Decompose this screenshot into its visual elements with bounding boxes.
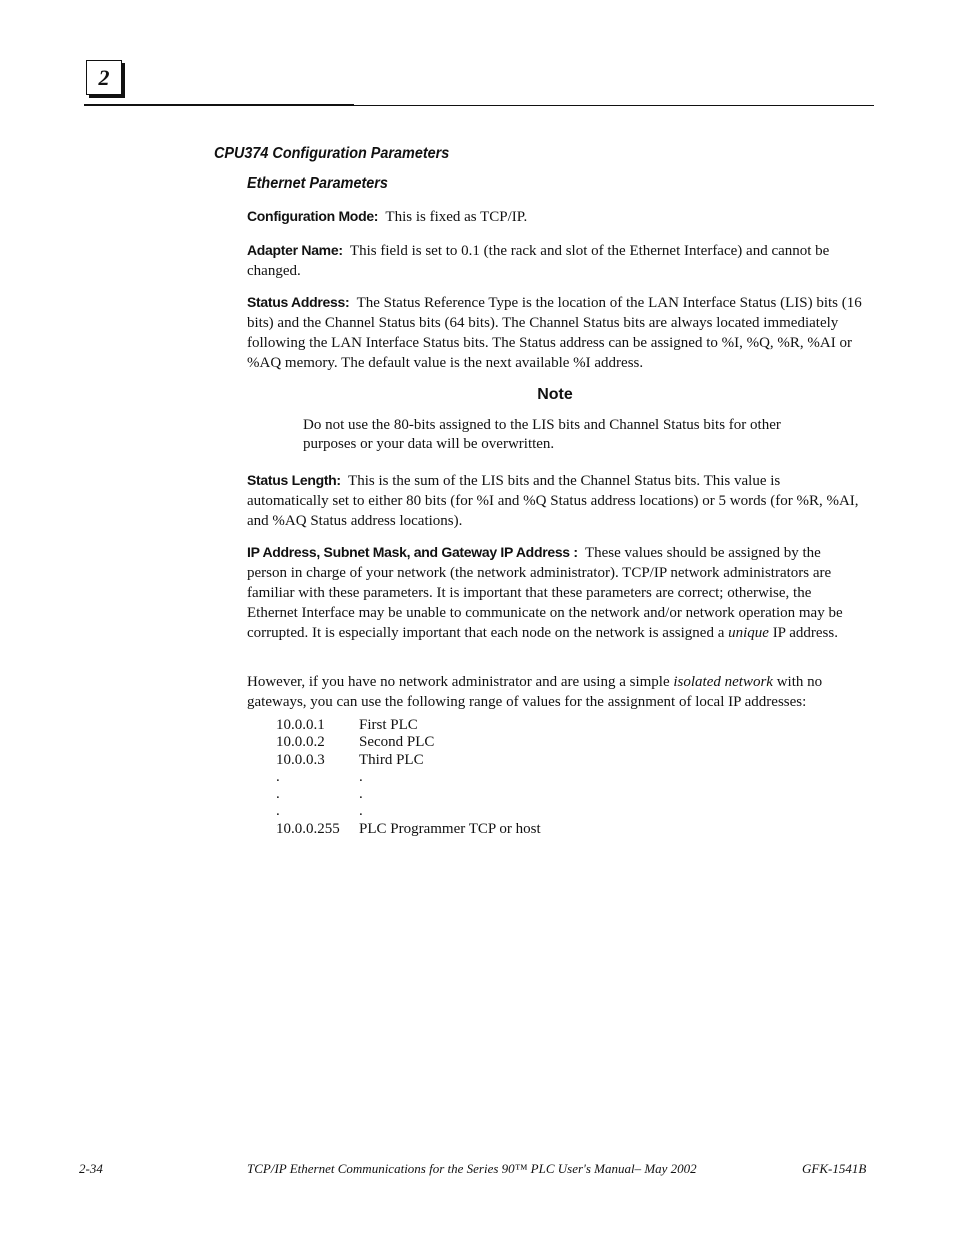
ip-address-description: .: [359, 803, 363, 820]
ip-address-value: 10.0.0.1: [276, 717, 325, 733]
ip-address-value: .: [276, 786, 280, 803]
ip-address-list: [276, 717, 541, 838]
ip-address-value: .: [276, 803, 280, 820]
status-address-label: Status Address:: [247, 294, 350, 310]
ip-address-description: PLC Programmer TCP or host: [359, 820, 541, 837]
note-body: Do not use the 80-bits assigned to the LIS bits and Channel Status bits for other purposes or your data will be overwritten.: [303, 417, 781, 452]
ip-address-value: .: [276, 768, 280, 785]
list-item: [276, 717, 541, 734]
list-item: [276, 752, 541, 769]
config-mode-label: Configuration Mode:: [247, 208, 379, 224]
chapter-number-box: [86, 60, 122, 95]
ip-address-label: IP Address, Subnet Mask, and Gateway IP Address :: [247, 544, 578, 560]
however-text: However, if you have no network administrator and are using a simple: [247, 674, 670, 690]
list-item: [276, 769, 541, 786]
header-rule-accent: [84, 104, 354, 106]
adapter-name-text: This field is set to 0.1 (the rack and slot of the Ethernet Interface) and cannot be changed.: [247, 243, 830, 279]
section-title: CPU374 Configuration Parameters: [214, 145, 450, 162]
ip-address-description: Third PLC: [359, 751, 424, 768]
ip-address-text: These values should be assigned by the person in charge of your network (the network administrator). TCP/IP network administrators are familiar with these parameters. It is important that these parameters are correct; otherwise, the Ethernet Interface may be unable to communicate on the network and/or network operation may be corrupted. It is especially important that each node on the network is assigned a: [247, 545, 843, 641]
ip-address-value: 10.0.0.3: [276, 751, 325, 768]
note-title: Note: [537, 386, 573, 403]
config-mode-paragraph: [247, 206, 863, 227]
ip-address-text-end: IP address.: [772, 625, 838, 641]
ip-address-description: .: [359, 768, 363, 785]
list-item: [276, 786, 541, 803]
status-length-paragraph: [247, 470, 863, 531]
however-paragraph: [247, 672, 863, 712]
footer-doc-id: GFK-1541B: [802, 1161, 867, 1176]
footer-page-number: 2-34: [79, 1161, 103, 1176]
ip-address-value: 10.0.0.2: [276, 734, 325, 751]
ip-address-description: Second PLC: [359, 734, 435, 751]
subsection-title: Ethernet Parameters: [247, 175, 388, 192]
status-address-text: The Status Reference Type is the location of the LAN Interface Status (LIS) bits (16 bits) and the Channel Status bits (64 bits). The Channel Status bits are always located immediately following the LAN Interface Status bits. The Status address can be assigned to %I, %Q, %R, %AI or %AQ memory. The default value is the next available %I address.: [247, 295, 862, 371]
ip-address-paragraph: [247, 542, 863, 643]
adapter-name-paragraph: [247, 240, 863, 281]
chapter-number: 2: [98, 64, 110, 90]
config-mode-text: This is fixed as TCP/IP.: [385, 209, 528, 225]
ip-address-emphasis: unique: [728, 625, 769, 641]
ip-address-description: .: [359, 786, 363, 803]
list-item: [276, 734, 541, 751]
however-emphasis: isolated network: [673, 674, 773, 690]
status-length-text: This is the sum of the LIS bits and the Channel Status bits. This value is automatically set to either 80 bits (for %I and %Q Status address locations) or 5 words (for %R, %AI, and %AQ Status address locations).: [247, 473, 859, 529]
however-text-end: with no gateways, you can use the following range of values for the assignment of local IP addresses:: [247, 674, 823, 710]
list-item: [276, 821, 541, 838]
status-length-label: Status Length:: [247, 472, 341, 488]
adapter-name-label: Adapter Name:: [247, 242, 343, 258]
list-item: [276, 803, 541, 820]
footer-title: TCP/IP Ethernet Communications for the Series 90™ PLC User's Manual– May 2002: [247, 1161, 697, 1176]
ip-address-description: First PLC: [359, 717, 418, 733]
ip-address-value: 10.0.0.255: [276, 820, 340, 837]
status-address-paragraph: [247, 292, 863, 373]
